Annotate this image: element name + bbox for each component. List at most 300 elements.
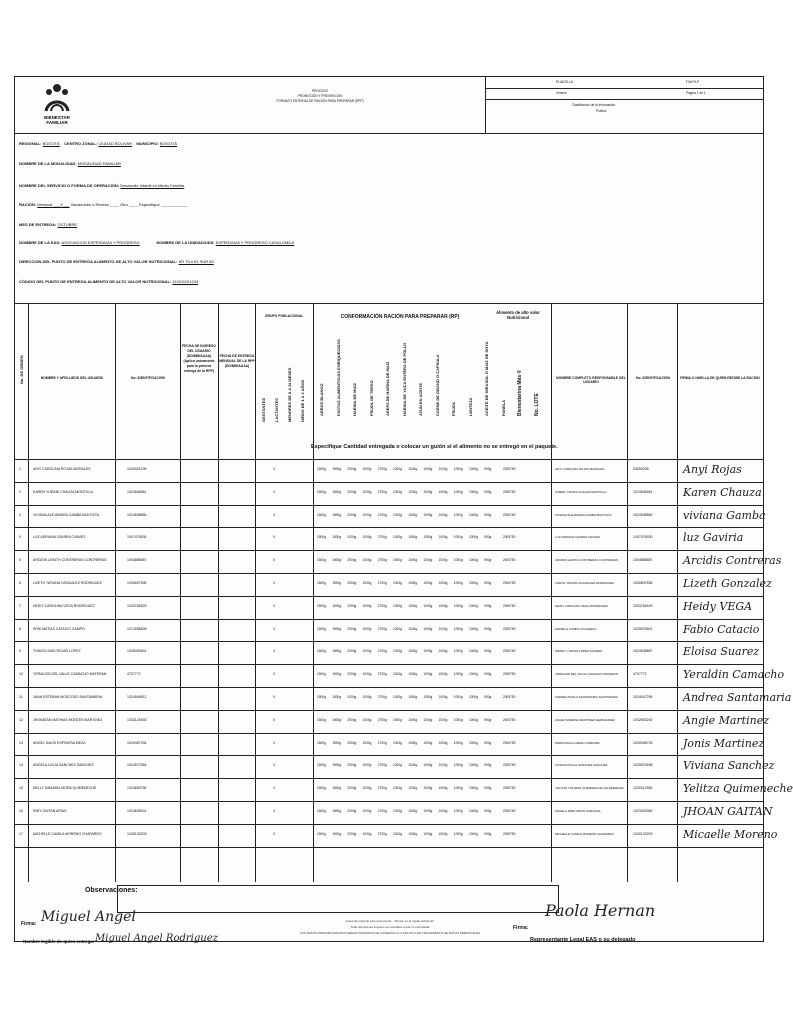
header-r3-value: Pública — [596, 109, 607, 113]
table-row — [15, 641, 763, 665]
food-qty: 1500g — [332, 603, 342, 608]
table-row — [15, 664, 785, 688]
responsable-name: YELITZA YOLIMAR QUIMENECHE VALDERRAMA — [555, 786, 624, 791]
food-qty: 1000g — [469, 489, 478, 494]
group-mark: X — [273, 558, 276, 563]
food-qty: 1000g — [438, 603, 448, 608]
group-mark: X — [273, 831, 276, 836]
food-qty: 1000g — [408, 535, 418, 540]
user-name: ANYI CAROLINA ROJAS MORALES — [33, 467, 91, 471]
group-mark: X — [273, 695, 276, 699]
user-id: 1030607835 — [127, 581, 147, 585]
user-id: 1024628001 — [127, 809, 147, 813]
title-line-1: PROCESO — [312, 89, 328, 93]
row-number: 7 — [19, 603, 21, 608]
row-number: 15 — [19, 786, 23, 791]
table-row — [15, 482, 763, 506]
user-id: 1029467334 — [127, 740, 147, 745]
food-label: No. LOTE — [533, 393, 540, 416]
food-qty: 1000g — [408, 626, 418, 631]
row-number: 9 — [19, 649, 21, 654]
user-name: LUZ ADRIANA GAVIRIA CHAVEZ — [33, 535, 86, 540]
food-qty: 2000g — [347, 467, 357, 471]
meta-mes — [19, 222, 77, 227]
food-qty: 1000g — [453, 695, 463, 699]
user-name: EMIY GAITAN ARIAS — [33, 809, 67, 813]
food-qty: 1000g — [453, 603, 463, 608]
meta-direccion — [19, 259, 214, 264]
user-id: 4707772 — [127, 672, 141, 677]
footer-line-3: LOS DATOS PROPORCIONADOS SERAN TRATADOS DE ACUERDO A LA POLITICA DE TRATAMIENTO DE DATOS PERSONALES — [299, 931, 481, 935]
user-name: THIAGO SAID ROJAS LOPEZ — [33, 649, 81, 654]
recipient-signature: Heidy VEGA — [683, 599, 753, 613]
food-qty: 1000g — [423, 831, 433, 836]
racion-options: Vacaciones o Receso ____ Otro ____ Especifique ____________ — [70, 202, 188, 207]
food-qty: 1000g — [408, 558, 418, 563]
food-label: CARNE DE GRANO O CAPSULA — [434, 354, 440, 416]
food-qty: 2000g — [347, 763, 357, 768]
food-qty: 1500g — [317, 740, 326, 745]
recipient-signature: Yelitza Quimeneche — [683, 782, 793, 796]
food-qty: 1000g — [423, 786, 433, 791]
lote-number: 2005750 — [503, 717, 516, 722]
footer-line-1: Antes de imprimir este documento... Piense en el medio ambiente! — [345, 919, 435, 923]
food-qty: 1000g — [362, 763, 372, 768]
food-qty: 1000g — [408, 763, 418, 768]
nombre-entrega-label: Nombre legible de quien entrega: — [23, 939, 95, 944]
food-qty: 2700g — [377, 672, 387, 677]
food-qty: 1000g — [453, 763, 463, 768]
food-qty: 1000g — [393, 786, 402, 791]
food-qty: 1500g — [317, 512, 326, 517]
meta-regional — [19, 141, 177, 146]
food-qty: 1000g — [438, 512, 448, 517]
food-qty: 1000g — [438, 831, 448, 836]
food-qty: 900g — [484, 489, 492, 494]
responsable-id: 1024538850 — [633, 512, 653, 517]
user-name: JHONATAN MATHIAS MONTES MARTINEZ — [33, 717, 103, 722]
conformacion-header: CONFORMACIÓN RACIÓN PARA PREPARAR (RP) — [340, 314, 460, 320]
food-qty: 2000g — [347, 809, 357, 813]
food-qty: 1000g — [362, 489, 372, 494]
codigo-label: CÓDIGO DEL PUNTO DE ENTREGA ALIMENTO DE ALTO VALOR NUTRICIONAL: — [19, 279, 172, 284]
food-qty: 1000g — [393, 535, 402, 540]
user-id: 1004886887 — [127, 558, 147, 563]
recipient-signature: Anyi Rojas — [683, 463, 742, 476]
food-qty: 1000g — [453, 581, 463, 585]
food-qty: 1000g — [453, 558, 463, 563]
food-qty: 1500g — [332, 763, 342, 768]
food-qty: 1500g — [332, 467, 342, 471]
food-qty: 1000g — [393, 649, 402, 654]
food-qty: 2700g — [377, 512, 387, 517]
responsable-name: HEIDY CAROLINA VEGA RODRIGUEZ — [555, 603, 608, 608]
lote-number: 2005750 — [503, 649, 516, 654]
recipient-signature: Micaelle Moreno — [683, 827, 778, 841]
user-id: 1007476530 — [127, 535, 147, 540]
user-id: 1024538850 — [127, 512, 147, 517]
food-qty: 1500g — [317, 672, 326, 677]
food-qty: 1500g — [317, 535, 326, 540]
food-qty: 1000g — [469, 512, 478, 517]
table-row — [15, 687, 792, 711]
servicio-label: NOMBRE DEL SERVICIO O FORMA DE OPERACIÓN: — [19, 183, 120, 188]
food-qty: 1000g — [408, 831, 418, 836]
food-qty: 1000g — [469, 626, 478, 631]
food-label: ARROZ BLANCO — [319, 383, 324, 416]
col-responsable-id-header: No. IDENTIFICACIÓN — [636, 376, 670, 380]
row-number: 14 — [19, 763, 23, 768]
food-qty: 1000g — [362, 649, 372, 654]
food-qty: 2700g — [377, 831, 387, 836]
food-qty: 1500g — [332, 626, 342, 631]
group-mark: X — [273, 786, 276, 791]
food-qty: 1000g — [362, 626, 372, 631]
racion-label: RACIÓN: — [19, 202, 37, 207]
food-label: Bienestarina Más ® — [517, 369, 523, 416]
group-mark: X — [273, 763, 276, 768]
food-qty: 1500g — [332, 695, 342, 699]
food-qty: 2700g — [377, 603, 387, 608]
food-qty: 1000g — [469, 809, 478, 813]
row-number: 12 — [19, 717, 23, 722]
food-qty: 1000g — [438, 649, 448, 654]
modalidad-label: NOMBRE DE LA MODALIDAD: — [19, 161, 77, 166]
food-qty: 2000g — [347, 603, 357, 608]
lote-number: 2005750 — [503, 581, 516, 585]
food-qty: 2700g — [377, 763, 387, 768]
firma-representante-signature: Paola Hernan — [545, 901, 656, 920]
food-qty: 1000g — [408, 467, 418, 471]
food-qty: 1000g — [362, 558, 372, 563]
food-qty: 1500g — [317, 809, 326, 813]
user-name: HEIDY CAROLINA VEGA RODRIGUEZ — [33, 603, 95, 608]
food-qty: 1000g — [453, 649, 463, 654]
responsable-name: WENDY YURANI LOPEZ SUAREZ — [555, 649, 602, 654]
food-qty: 2000g — [347, 626, 357, 631]
food-qty: 1500g — [332, 649, 342, 654]
group-mark: X — [273, 740, 276, 745]
food-qty: 900g — [484, 672, 492, 677]
food-qty: 1000g — [393, 695, 402, 699]
recipient-signature: Yeraldin Camacho — [683, 668, 785, 682]
observaciones-label: Observaciones: — [85, 887, 138, 894]
food-qty: 1500g — [332, 558, 342, 563]
food-label: HARINA DE YUCA ENTERA DE POLLO — [401, 342, 407, 416]
lote-number: 2005750 — [503, 695, 516, 699]
food-qty: 2700g — [377, 467, 387, 471]
food-qty: 1000g — [393, 467, 402, 471]
food-qty: 1000g — [393, 763, 402, 768]
user-name: ANGEL DAVID ESPINOSA MEZA — [33, 740, 86, 745]
firma-entrega-signature: Miguel Angel — [41, 909, 136, 925]
food-qty: 1000g — [393, 489, 402, 494]
recipient-signature: luz Gaviria — [683, 531, 744, 545]
food-qty: 1000g — [453, 512, 463, 517]
food-qty: 1000g — [438, 489, 448, 494]
header-r1-value: F06.P4.P — [686, 80, 700, 84]
responsable-id: 1033764529 — [633, 603, 653, 608]
recipient-signature: JHOAN GAITAN — [683, 805, 773, 818]
food-qty: 1000g — [362, 809, 372, 813]
lote-number: 2005750 — [503, 626, 516, 631]
col-id-header: No. IDENTIFICACIÓN — [131, 376, 165, 380]
group-mark: X — [273, 717, 276, 722]
responsable-name: LUZ ADRIANA GAVIRIA CHAVEZ — [555, 535, 600, 540]
food-qty: 1500g — [317, 603, 326, 608]
food-qty: 1000g — [438, 535, 448, 540]
recipient-signature: Arcidis Contreras — [683, 554, 782, 568]
title-line-3: FORMATO ENTREGA DE RACIÓN PARA PREPARAR (RPP) — [276, 99, 364, 103]
food-qty: 900g — [484, 763, 492, 768]
user-name: KAREN YURANI CHAUZA MONTILLA — [33, 489, 93, 494]
responsable-id: 1040133203 — [633, 831, 653, 836]
food-qty: 2000g — [347, 831, 357, 836]
food-qty: 2000g — [347, 649, 357, 654]
group-mark: X — [273, 603, 276, 608]
food-qty: 1000g — [423, 717, 433, 722]
food-qty: 1000g — [393, 512, 402, 517]
header-r1-label: PLANTILLA — [556, 80, 573, 84]
food-qty: 1000g — [438, 763, 448, 768]
food-qty: 900g — [484, 558, 492, 563]
food-qty: 1000g — [438, 695, 448, 699]
food-qty: 1000g — [408, 786, 418, 791]
recipient-signature: Fabio Catacio — [683, 622, 760, 636]
user-id: 1024572354 — [127, 763, 147, 768]
food-qty: 1000g — [438, 740, 448, 745]
food-qty: 900g — [484, 717, 492, 722]
responsable-id: 1024546561 — [633, 489, 653, 494]
group-mark: X — [273, 672, 276, 677]
lote-number: 2005750 — [503, 558, 516, 563]
food-qty: 1000g — [469, 786, 478, 791]
food-qty: 1000g — [453, 626, 463, 631]
eas-value: ASOCIACION ESPERANZA Y PROGRESO — [61, 240, 140, 245]
header-row-3 — [486, 99, 764, 119]
user-id: 1033764529 — [127, 603, 147, 608]
responsable-name: MARIA PAULA MEZA CORDOBA — [555, 740, 600, 745]
food-qty: 1500g — [317, 558, 326, 563]
col-firma-header: FIRMA O HUELLA DE QUIEN RECIBE LA RACIÓN — [680, 376, 760, 380]
user-name: ARCIDIS LENITH CONTRERAS CONTRERAS — [33, 558, 107, 563]
recipient-signature: Jonis Martinez — [683, 736, 765, 750]
food-qty: 1000g — [453, 672, 463, 677]
food-label: AREPA DE HARINA DE MAIZ — [385, 361, 390, 416]
food-qty: 900g — [484, 809, 492, 813]
food-qty: 1000g — [408, 740, 418, 745]
footer-line-2: Todo documento impreso se considera copia no controlada — [350, 925, 430, 929]
row-number: 5 — [19, 558, 21, 563]
unidad-label: NOMBRE DE LA UNIDAD/UDS: — [156, 240, 215, 245]
food-qty: 1000g — [362, 512, 372, 517]
logo-text-2: FAMILIAR — [46, 120, 68, 125]
food-qty: 900g — [484, 535, 492, 540]
responsable-id: 1240412562 — [633, 786, 653, 791]
food-qty: 1000g — [438, 581, 448, 585]
lote-number: 2005750 — [503, 763, 516, 768]
food-qty: 1000g — [362, 786, 372, 791]
food-qty: 2000g — [347, 695, 357, 699]
food-qty: 1000g — [423, 809, 433, 813]
food-qty: 900g — [484, 740, 492, 745]
food-qty: 2700g — [377, 786, 387, 791]
form-header — [15, 77, 763, 134]
representante-label: Representante Legal EAS o su delegado — [530, 937, 636, 943]
user-name: NELLY SAMARIA MORA QUIMENECHE — [33, 786, 97, 791]
responsable-id: 1030576501 — [633, 626, 653, 631]
observaciones-field[interactable] — [117, 885, 559, 913]
table-row — [15, 824, 778, 848]
food-qty: 1000g — [408, 717, 418, 722]
meta-codigo — [19, 279, 198, 284]
racion-mensual: Mensual ___X___ — [37, 202, 70, 207]
food-qty: 1000g — [469, 603, 478, 608]
food-qty: 1000g — [362, 717, 372, 722]
firma-label-right: Firma: — [513, 925, 529, 931]
food-qty: 2700g — [377, 489, 387, 494]
food-qty: 1500g — [317, 626, 326, 631]
row-number: 17 — [19, 831, 23, 836]
food-qty: 2000g — [347, 672, 357, 677]
group-mark: X — [273, 512, 276, 517]
food-qty: 1000g — [423, 649, 433, 654]
responsable-id: 1024047295 — [633, 695, 653, 699]
food-qty: 1000g — [408, 489, 418, 494]
food-qty: 1500g — [332, 489, 342, 494]
food-qty: 1000g — [393, 581, 402, 585]
row-number: 2 — [19, 489, 21, 494]
responsable-id: 1032503240 — [633, 717, 653, 722]
food-qty: 1000g — [423, 489, 433, 494]
food-qty: 1000g — [408, 581, 418, 585]
recipient-signature: Angie Martinez — [683, 713, 770, 727]
direccion-label: DIRECCIÓN DEL PUNTO DE ENTREGA ALIMENTO DE ALTO VALOR NUTRICIONAL: — [19, 259, 178, 264]
codigo-value: 110011101234 — [172, 279, 199, 284]
food-qty: 1000g — [438, 558, 448, 563]
centro-value: CIUDAD BOLIVAR — [98, 141, 132, 146]
lote-number: 2005750 — [503, 831, 516, 836]
food-qty: 1000g — [423, 695, 433, 699]
food-qty: 2000g — [347, 535, 357, 540]
row-number: 13 — [19, 740, 23, 745]
responsable-id: 53059208 — [633, 467, 649, 471]
food-qty: 900g — [484, 512, 492, 517]
food-qty: 1000g — [469, 740, 478, 745]
food-qty: 1000g — [393, 809, 402, 813]
mes-label: MES DE ENTREGA: — [19, 222, 57, 227]
food-qty: 1000g — [362, 581, 372, 585]
lote-number: 2005750 — [503, 512, 516, 517]
food-qty: 2000g — [347, 740, 357, 745]
row-number: 16 — [19, 809, 23, 813]
food-qty: 1500g — [317, 695, 326, 699]
meta-modalidad — [19, 161, 121, 166]
food-qty: 1000g — [393, 603, 402, 608]
food-qty: 1500g — [317, 467, 326, 471]
table-row — [15, 459, 763, 483]
food-qty: 900g — [484, 581, 492, 585]
food-qty: 1000g — [362, 740, 372, 745]
direccion-value: KR 75 # 61 SUR 82 — [178, 259, 214, 264]
family-icon — [40, 81, 74, 115]
food-qty: 1000g — [423, 626, 433, 631]
header-r2-value: Página 1 de 1 — [686, 91, 706, 95]
row-number: 4 — [19, 535, 21, 540]
table-row — [15, 710, 770, 734]
responsable-name: ANGELA MIRE ARIAS CARVAJAL — [555, 809, 602, 813]
responsable-name: VIVIANA ALEJANDRA GAMBA BAUTISTA — [555, 512, 612, 517]
mes-value: OCTUBRE — [57, 222, 78, 227]
food-qty: 1500g — [317, 786, 326, 791]
food-qty: 1000g — [423, 467, 433, 471]
user-id: 1024659756 — [127, 786, 147, 791]
food-qty: 1000g — [423, 558, 433, 563]
food-qty: 2000g — [347, 489, 357, 494]
user-name: ANGELA LUCIA SANCHEZ SANCHEZ — [33, 763, 94, 768]
food-qty: 2700g — [377, 695, 387, 699]
food-qty: 1500g — [332, 581, 342, 585]
food-qty: 900g — [484, 603, 492, 608]
food-qty: 1000g — [408, 672, 418, 677]
user-id: 1074256828 — [127, 626, 147, 631]
food-qty: 1000g — [408, 512, 418, 517]
lote-number: 2005750 — [503, 672, 516, 677]
lote-number: 2005750 — [503, 467, 516, 471]
food-qty: 1500g — [332, 512, 342, 517]
recipient-signature: Lizeth Gonzalez — [683, 577, 772, 590]
group-mark: X — [273, 467, 276, 471]
food-qty: 1000g — [362, 603, 372, 608]
spec-instructions: Especifique Cantidad entregada o colocar un guión si el alimento no se entregó en el paquete. — [311, 444, 558, 450]
responsable-id: 1030670608 — [633, 763, 653, 768]
meta-eas — [19, 240, 294, 245]
lote-number: 2005750 — [503, 786, 516, 791]
responsable-id: 1030607835 — [633, 581, 653, 585]
user-id: 1029431205 — [127, 467, 147, 471]
eas-label: NOMBRE DE LA EAS: — [19, 240, 61, 245]
lote-number: 2005750 — [503, 489, 516, 494]
food-qty: 1000g — [469, 831, 478, 836]
food-qty: 1000g — [453, 809, 463, 813]
grupo-poblacional-header: GRUPO POBLACIONAL — [264, 314, 304, 318]
food-qty: 1000g — [408, 603, 418, 608]
food-qty: 2700g — [377, 558, 387, 563]
food-qty: 2000g — [347, 512, 357, 517]
food-qty: 1000g — [469, 467, 478, 471]
food-qty: 1000g — [469, 649, 478, 654]
food-qty: 1000g — [393, 740, 402, 745]
food-qty: 2700g — [377, 809, 387, 813]
col-fecha-ingreso-header: FECHA DE INGRESO DEL USUARIO (DD/MM/AAAA) (Aplica únicamente para la primera entrega de la RPP) — [182, 344, 216, 373]
row-number: 1 — [19, 467, 21, 471]
food-qty: 1000g — [423, 740, 433, 745]
food-qty: 1000g — [453, 786, 463, 791]
responsable-name: MARIELA CAMPO FIGUEROA — [555, 626, 597, 631]
food-qty: 900g — [484, 626, 492, 631]
food-qty: 1500g — [317, 717, 326, 722]
responsable-id: 1023423080 — [633, 809, 653, 813]
food-qty: 2000g — [347, 717, 357, 722]
food-qty: 1500g — [332, 809, 342, 813]
lote-number: 2005750 — [503, 603, 516, 608]
header-meta-box — [485, 77, 764, 133]
form-sheet — [14, 76, 793, 944]
user-name: VIVIANA ALEJANDRA GAMBA BAUTISTA — [33, 512, 100, 517]
food-qty: 2700g — [377, 581, 387, 585]
table-row — [15, 733, 763, 757]
group-mark: X — [273, 626, 276, 631]
